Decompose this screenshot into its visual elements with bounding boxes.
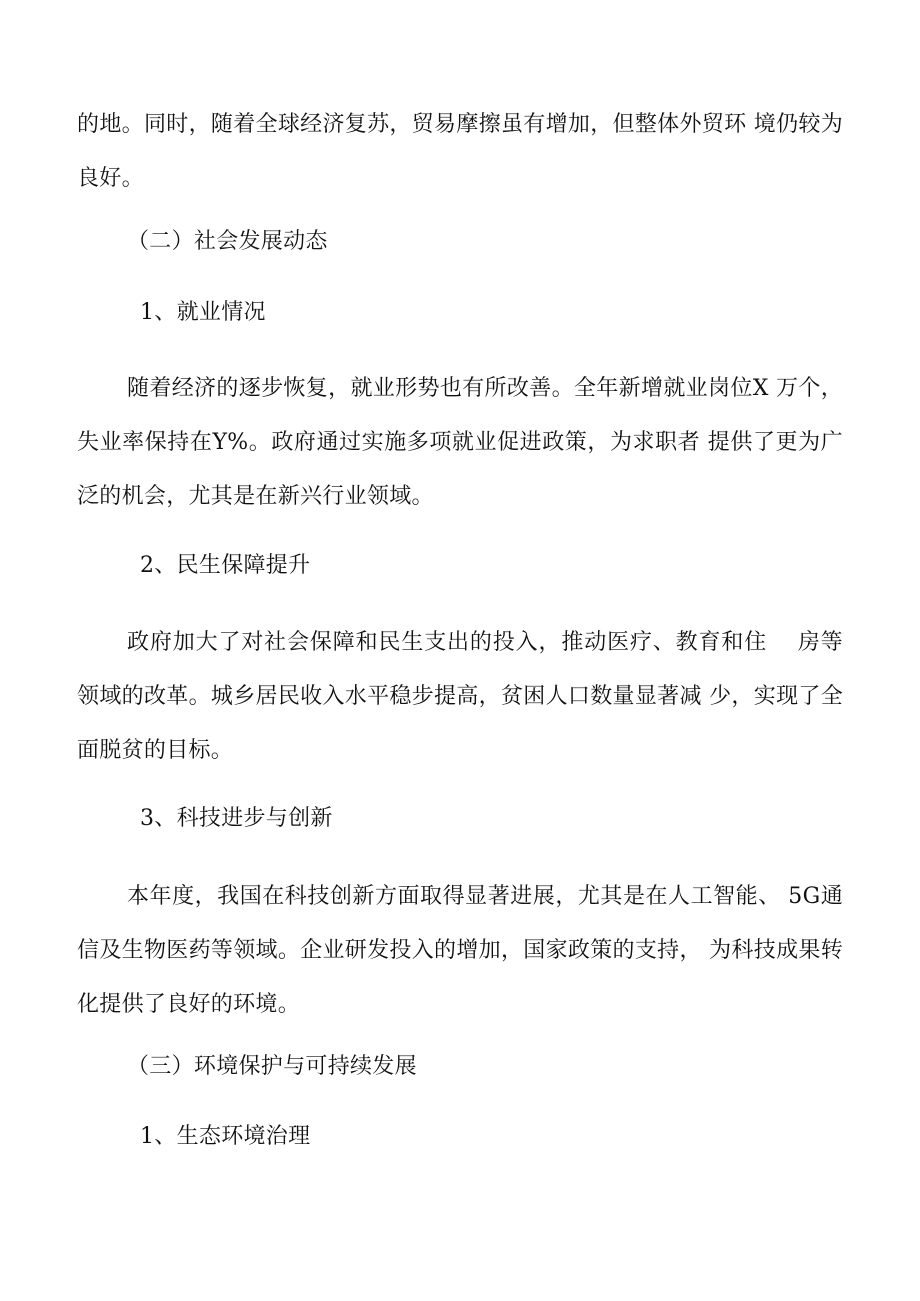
paragraph-employment: 随着经济的逐步恢复，就业形势也有所改善。全年新增就业岗位X 万个，失业率保持在Y%。政府通过实施多项就业促进政策，为求职者 提供了更为广泛的机会，尤其是在新兴行业领域。: [77, 376, 843, 509]
paragraph-livelihood: 政府加大了对社会保障和民生支出的投入，推动医疗、教育和住 房等领域的改革。城乡居民收入水平稳步提高，贫困人口数量显著减 少，实现了全面脱贫的目标。: [77, 630, 843, 763]
paragraph-technology: 本年度，我国在科技创新方面取得显著进展，尤其是在人工智能、 5G通信及生物医药等领域。企业研发投入的增加，国家政策的支持， 为科技成果转化提供了良好的环境。: [77, 884, 843, 1017]
item-heading-technology: 3、科技进步与创新: [140, 806, 333, 831]
paragraph-trade-environment: 的地。同时，随着全球经济复苏，贸易摩擦虽有增加，但整体外贸环 境仍较为良好。: [77, 112, 843, 191]
item-heading-employment: 1、就业情况: [140, 300, 266, 325]
section-heading-social-development: （二）社会发展动态: [127, 229, 328, 254]
item-heading-ecology: 1、生态环境治理: [140, 1124, 311, 1149]
item-heading-livelihood: 2、民生保障提升: [140, 553, 311, 578]
section-heading-environment: （三）环境保护与可持续发展: [127, 1054, 417, 1079]
